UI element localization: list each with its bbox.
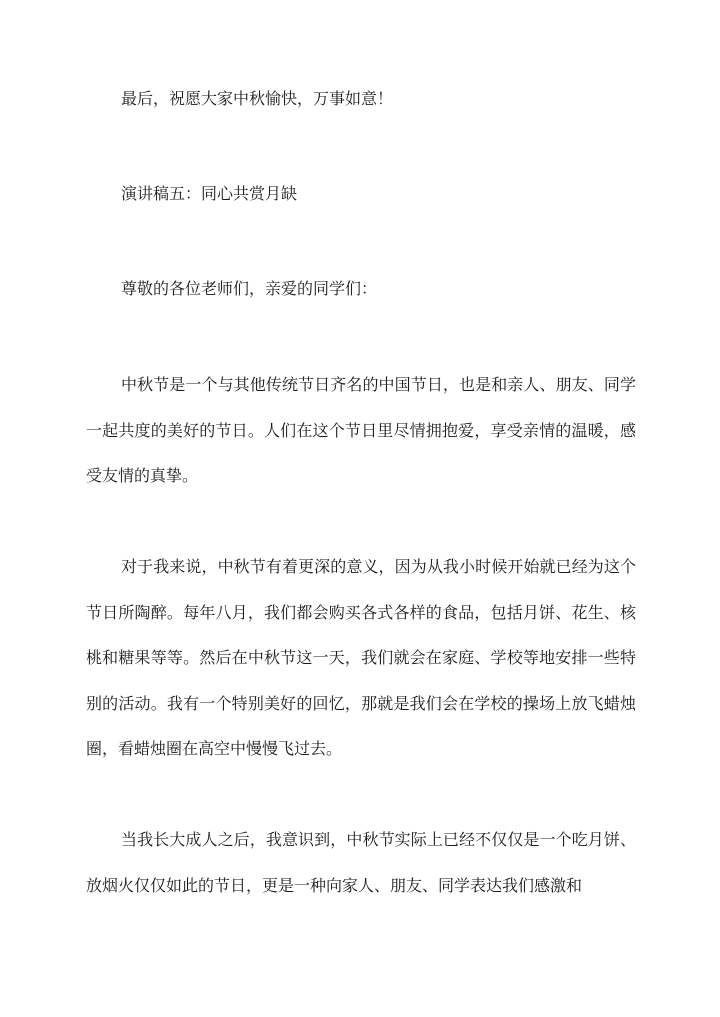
salutation: 尊敬的各位老师们，亲爱的同学们： <box>121 279 378 298</box>
body-paragraph: 当我长大成人之后，我意识到，中秋节实际上已经不仅仅是一个吃月饼、放烟火仅仅如此的节日，更是一种向家人、朋友、同学表达我们感激和 <box>86 830 636 895</box>
body-paragraph: 对于我来说，中秋节有着更深的意义，因为从我小时候开始就已经为这个节日所陶醉。每年八月，我们都会购买各式各样的食品，包括月饼、花生、核桃和糖果等等。然后在中秋节这一天，我们就会在家庭、学校等地安排一些特别的活动。我有一个特别美好的回忆，那就是我们会在学校的操场上放飞蜡烛圈，看蜡烛圈在高空中慢慢飞过去。 <box>86 557 636 758</box>
speech-title: 演讲稿五：同心共赏月缺 <box>121 184 298 203</box>
body-paragraph: 中秋节是一个与其他传统节日齐名的中国节日，也是和亲人、朋友、同学一起共度的美好的节日。人们在这个节日里尽情拥抱爱，享受亲情的温暖，感受友情的真挚。 <box>86 375 636 485</box>
closing-wish-paragraph: 最后，祝愿大家中秋愉快，万事如意！ <box>121 89 394 108</box>
